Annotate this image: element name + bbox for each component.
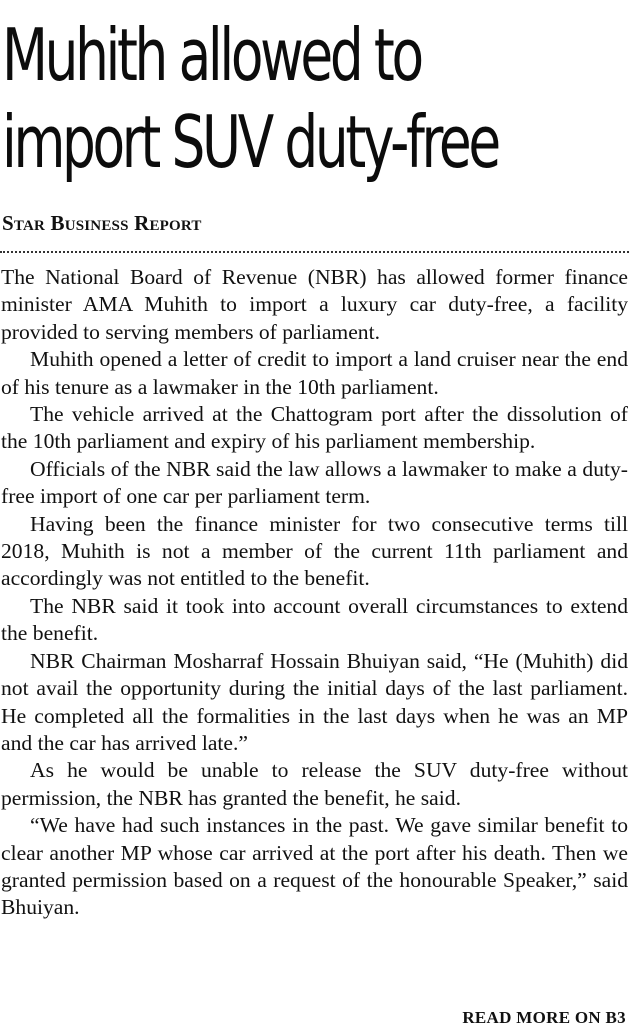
byline: Star Business Report	[2, 211, 202, 235]
headline-line-2: import SUV duty-free	[2, 100, 498, 184]
paragraph-3: The vehicle arrived at the Chattogram port after the dissolution of the 10th parliament and expiry of his parliament membership.	[1, 402, 628, 454]
article-body	[1, 264, 628, 922]
paragraph-2: Muhith opened a letter of credit to import a land cruiser near the end of his tenure as a lawmaker in the 10th parliament.	[1, 347, 628, 399]
dotted-divider	[0, 251, 629, 253]
headline	[2, 12, 498, 186]
paragraph-7: NBR Chairman Mosharraf Hossain Bhuiyan said, “He (Muhith) did not avail the opportunity during the initial days of the last parliament. He completed all the formalities in the last days when he was an MP and the car has arrived late.”	[1, 648, 628, 755]
paragraph-9: “We have had such instances in the past. We gave similar benefit to clear another MP whose car arrived at the port after his death. Then we granted permission based on a request of the honourable Speaker,” said Bhuiyan.	[1, 813, 628, 920]
paragraph-8: As he would be unable to release the SUV duty-free without permission, the NBR has granted the benefit, he said.	[1, 758, 628, 810]
paragraph-4: Officials of the NBR said the law allows a lawmaker to make a duty-free import of one car per parliament term.	[1, 456, 628, 509]
read-more-jump-line: READ MORE ON B3	[462, 1008, 626, 1027]
paragraph-5: Having been the finance minister for two consecutive terms till 2018, Muhith is not a member of the current 11th parliament and accordingly was not entitled to the benefit.	[1, 511, 628, 591]
headline-line-1: Muhith allowed to	[2, 13, 421, 97]
paragraph-6: The NBR said it took into account overall circumstances to extend the benefit.	[1, 593, 628, 646]
paragraph-1: The National Board of Revenue (NBR) has allowed former finance minister AMA Muhith to import a luxury car duty-free, a facility provided to serving members of parliament.	[1, 265, 628, 344]
